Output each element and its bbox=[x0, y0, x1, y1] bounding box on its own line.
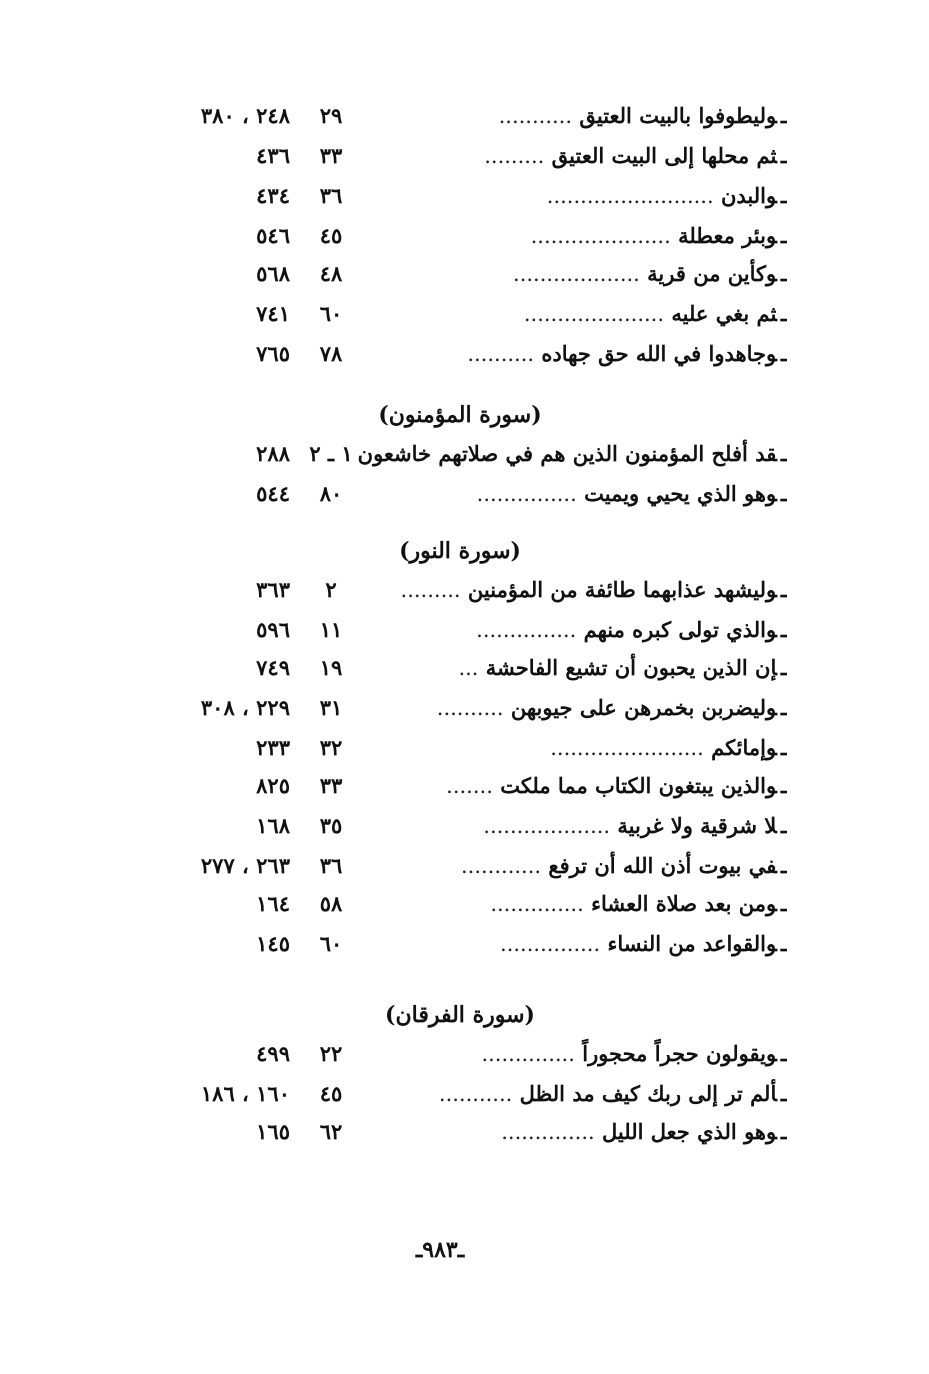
verse-text-cell bbox=[357, 611, 787, 649]
leader-dots: ......... bbox=[484, 144, 545, 168]
leader-dots: .............. bbox=[501, 1120, 595, 1144]
entry-dash: ـ bbox=[780, 143, 787, 168]
leader-dots: ................... bbox=[483, 814, 611, 838]
page-references: ٥٤٦ bbox=[256, 223, 290, 248]
index-entry bbox=[0, 435, 929, 473]
page-references: ٧٤٩ bbox=[256, 655, 290, 680]
index-entry bbox=[0, 137, 929, 175]
verse-text-cell bbox=[357, 1113, 787, 1151]
leader-dots: .............. bbox=[481, 1042, 575, 1066]
verse-text-cell bbox=[357, 335, 787, 373]
entry-dash: ـ bbox=[780, 891, 787, 916]
entry-dash: ـ bbox=[780, 1081, 787, 1106]
verse-text: ثم بغي عليه bbox=[671, 301, 777, 326]
index-entry bbox=[0, 925, 929, 963]
page-references: ٥٦٨ bbox=[256, 261, 290, 286]
ayah-number: ٣٣ bbox=[319, 143, 343, 168]
entry-dash: ـ bbox=[780, 773, 787, 798]
index-entry bbox=[0, 1035, 929, 1073]
page-references: ٥٤٤ bbox=[256, 481, 290, 506]
entry-dash: ـ bbox=[780, 695, 787, 720]
leader-dots: ............... bbox=[500, 932, 601, 956]
verse-text-cell bbox=[357, 217, 787, 255]
page-references: ٥٩٦ bbox=[256, 617, 290, 642]
verse-text: وبئر معطلة bbox=[678, 223, 777, 248]
entry-dash: ـ bbox=[780, 183, 787, 208]
verse-text-cell bbox=[357, 1075, 787, 1113]
page-references: ٨٢٥ bbox=[256, 773, 290, 798]
entry-dash: ـ bbox=[780, 341, 787, 366]
ayah-number: ٧٨ bbox=[319, 341, 343, 366]
verse-text: وليطوفوا بالبيت العتيق bbox=[579, 103, 777, 128]
verse-text: وليضربن بخمرهن على جيوبهن bbox=[510, 695, 777, 720]
verse-text: ألم تر إلى ربك كيف مد الظل bbox=[519, 1081, 777, 1106]
entry-dash: ـ bbox=[780, 1119, 787, 1144]
page-references: ١٤٥ bbox=[256, 931, 290, 956]
ayah-number: ١١ bbox=[319, 617, 343, 642]
verse-text: وهو الذي جعل الليل bbox=[602, 1119, 777, 1144]
index-entry bbox=[0, 1075, 929, 1113]
verse-text-cell bbox=[357, 1035, 787, 1073]
ayah-number: ٣٥ bbox=[319, 813, 343, 838]
ayah-number: ٦٠ bbox=[319, 301, 343, 326]
leader-dots: ............... bbox=[476, 482, 577, 506]
ayah-number: ٢٢ bbox=[319, 1041, 343, 1066]
index-entry bbox=[0, 689, 929, 727]
page-references: ١٦٥ bbox=[256, 1119, 290, 1144]
verse-text-cell bbox=[357, 137, 787, 175]
entry-dash: ـ bbox=[780, 853, 787, 878]
verse-text-cell bbox=[357, 847, 787, 885]
verse-text: وإمائكم bbox=[711, 735, 777, 760]
ayah-number: ٢ bbox=[325, 577, 337, 602]
entry-dash: ـ bbox=[780, 655, 787, 680]
leader-dots: ........... bbox=[438, 1082, 513, 1106]
index-entry bbox=[0, 729, 929, 767]
leader-dots: ... bbox=[458, 656, 479, 680]
surah-heading: (سورة النور) bbox=[399, 538, 521, 564]
page-number: ـ٩٨٣ـ bbox=[415, 1237, 465, 1263]
leader-dots: ..................... bbox=[523, 302, 665, 326]
verse-text-cell bbox=[357, 729, 787, 767]
surah-heading: (سورة المؤمنون) bbox=[378, 402, 542, 428]
leader-dots: .......... bbox=[467, 342, 535, 366]
index-entry bbox=[0, 649, 929, 687]
leader-dots: ....... bbox=[446, 774, 493, 798]
entry-dash: ـ bbox=[780, 931, 787, 956]
index-entry bbox=[0, 475, 929, 513]
index-entry bbox=[0, 1113, 929, 1151]
page-references: ٧٤١ bbox=[256, 301, 290, 326]
verse-text: وليشهد عذابهما طائفة من المؤمنين bbox=[467, 577, 777, 602]
leader-dots: ................... bbox=[513, 262, 640, 286]
ayah-number: ٦٠ bbox=[319, 931, 343, 956]
verse-text-cell bbox=[357, 475, 787, 513]
verse-text-cell bbox=[357, 689, 787, 727]
index-entry bbox=[0, 885, 929, 923]
surah-heading: (سورة الفرقان) bbox=[385, 1002, 535, 1028]
entry-dash: ـ bbox=[780, 813, 787, 838]
page-references: ٧٦٥ bbox=[256, 341, 290, 366]
index-entry bbox=[0, 255, 929, 293]
verse-text: وكأين من قرية bbox=[647, 261, 777, 286]
ayah-number: ٣٦ bbox=[319, 183, 343, 208]
verse-text-cell bbox=[357, 807, 787, 845]
verse-text-cell bbox=[357, 295, 787, 333]
index-entry bbox=[0, 97, 929, 135]
ayah-number: ١ ـ ٢ bbox=[309, 441, 353, 466]
leader-dots: ............ bbox=[460, 854, 542, 878]
index-entry bbox=[0, 767, 929, 805]
page-references: ٤٣٤ bbox=[256, 183, 290, 208]
page-references: ٢٨٨ bbox=[256, 441, 290, 466]
entry-dash: ـ bbox=[780, 735, 787, 760]
verse-text: ثم محلها إلى البيت العتيق bbox=[551, 143, 777, 168]
ayah-number: ٤٥ bbox=[319, 223, 343, 248]
page-references: ١٦٠ ، ١٨٦ bbox=[200, 1081, 290, 1106]
index-entry bbox=[0, 177, 929, 215]
index-entry bbox=[0, 807, 929, 845]
verse-text: في بيوت أذن الله أن ترفع bbox=[548, 853, 777, 878]
page-references: ٢٦٣ ، ٢٧٧ bbox=[200, 853, 290, 878]
verse-text-cell bbox=[357, 885, 787, 923]
page-references: ٢٤٨ ، ٣٨٠ bbox=[200, 103, 290, 128]
ayah-number: ٢٩ bbox=[319, 103, 343, 128]
verse-text: والذي تولى كبره منهم bbox=[583, 617, 777, 642]
verse-text: والقواعد من النساء bbox=[607, 931, 777, 956]
ayah-number: ٣٢ bbox=[319, 735, 343, 760]
verse-text: والذين يبتغون الكتاب مما ملكت bbox=[500, 773, 777, 798]
page-references: ١٦٨ bbox=[256, 813, 290, 838]
index-entry bbox=[0, 335, 929, 373]
index-entry bbox=[0, 611, 929, 649]
verse-text: إن الذين يحبون أن تشيع الفاحشة bbox=[485, 655, 777, 680]
entry-dash: ـ bbox=[780, 261, 787, 286]
leader-dots: ......................... bbox=[546, 184, 714, 208]
page-references: ٢٣٣ bbox=[256, 735, 290, 760]
page-references: ٤٩٩ bbox=[256, 1041, 290, 1066]
entry-dash: ـ bbox=[780, 441, 787, 466]
verse-text-cell bbox=[357, 255, 787, 293]
index-entry bbox=[0, 571, 929, 609]
ayah-number: ٥٨ bbox=[319, 891, 343, 916]
page-references: ٢٢٩ ، ٣٠٨ bbox=[200, 695, 290, 720]
page-references: ٤٣٦ bbox=[256, 143, 290, 168]
index-entry bbox=[0, 295, 929, 333]
ayah-number: ٣٣ bbox=[319, 773, 343, 798]
leader-dots: .............. bbox=[490, 892, 584, 916]
leader-dots: ..................... bbox=[530, 224, 671, 248]
ayah-number: ٣١ bbox=[319, 695, 343, 720]
leader-dots: ........... bbox=[498, 104, 573, 128]
verse-text-cell bbox=[357, 767, 787, 805]
verse-text: ويقولون حجراً محجوراً bbox=[582, 1041, 777, 1066]
verse-text-cell bbox=[357, 925, 787, 963]
page-references: ١٦٤ bbox=[256, 891, 290, 916]
verse-text-cell bbox=[357, 177, 787, 215]
ayah-number: ٤٥ bbox=[319, 1081, 343, 1106]
verse-text: والبدن bbox=[720, 183, 777, 208]
verse-text-cell bbox=[357, 649, 787, 687]
verse-text: وهو الذي يحيي ويميت bbox=[584, 481, 777, 506]
index-entry bbox=[0, 847, 929, 885]
entry-dash: ـ bbox=[780, 301, 787, 326]
page-references: ٣٦٣ bbox=[256, 577, 290, 602]
entry-dash: ـ bbox=[780, 1041, 787, 1066]
entry-dash: ـ bbox=[780, 223, 787, 248]
leader-dots: ....................... bbox=[550, 736, 704, 760]
ayah-number: ١٩ bbox=[319, 655, 343, 680]
leader-dots: ......... bbox=[400, 578, 461, 602]
leader-dots: .......... bbox=[436, 696, 504, 720]
verse-text: وجاهدوا في الله حق جهاده bbox=[541, 341, 777, 366]
leader-dots: ............... bbox=[476, 618, 577, 642]
ayah-number: ٨٠ bbox=[319, 481, 343, 506]
verse-text-cell bbox=[357, 97, 787, 135]
verse-text-cell bbox=[357, 435, 787, 473]
verse-text: قد أفلح المؤمنون الذين هم في صلاتهم خاشعون bbox=[357, 441, 777, 466]
ayah-number: ٤٨ bbox=[319, 261, 343, 286]
entry-dash: ـ bbox=[780, 577, 787, 602]
verse-text-cell bbox=[357, 571, 787, 609]
entry-dash: ـ bbox=[780, 481, 787, 506]
verse-text: لا شرقية ولا غربية bbox=[617, 813, 777, 838]
verse-text: ومن بعد صلاة العشاء bbox=[591, 891, 777, 916]
entry-dash: ـ bbox=[780, 617, 787, 642]
entry-dash: ـ bbox=[780, 103, 787, 128]
ayah-number: ٦٢ bbox=[319, 1119, 343, 1144]
index-entry bbox=[0, 217, 929, 255]
ayah-number: ٣٦ bbox=[319, 853, 343, 878]
